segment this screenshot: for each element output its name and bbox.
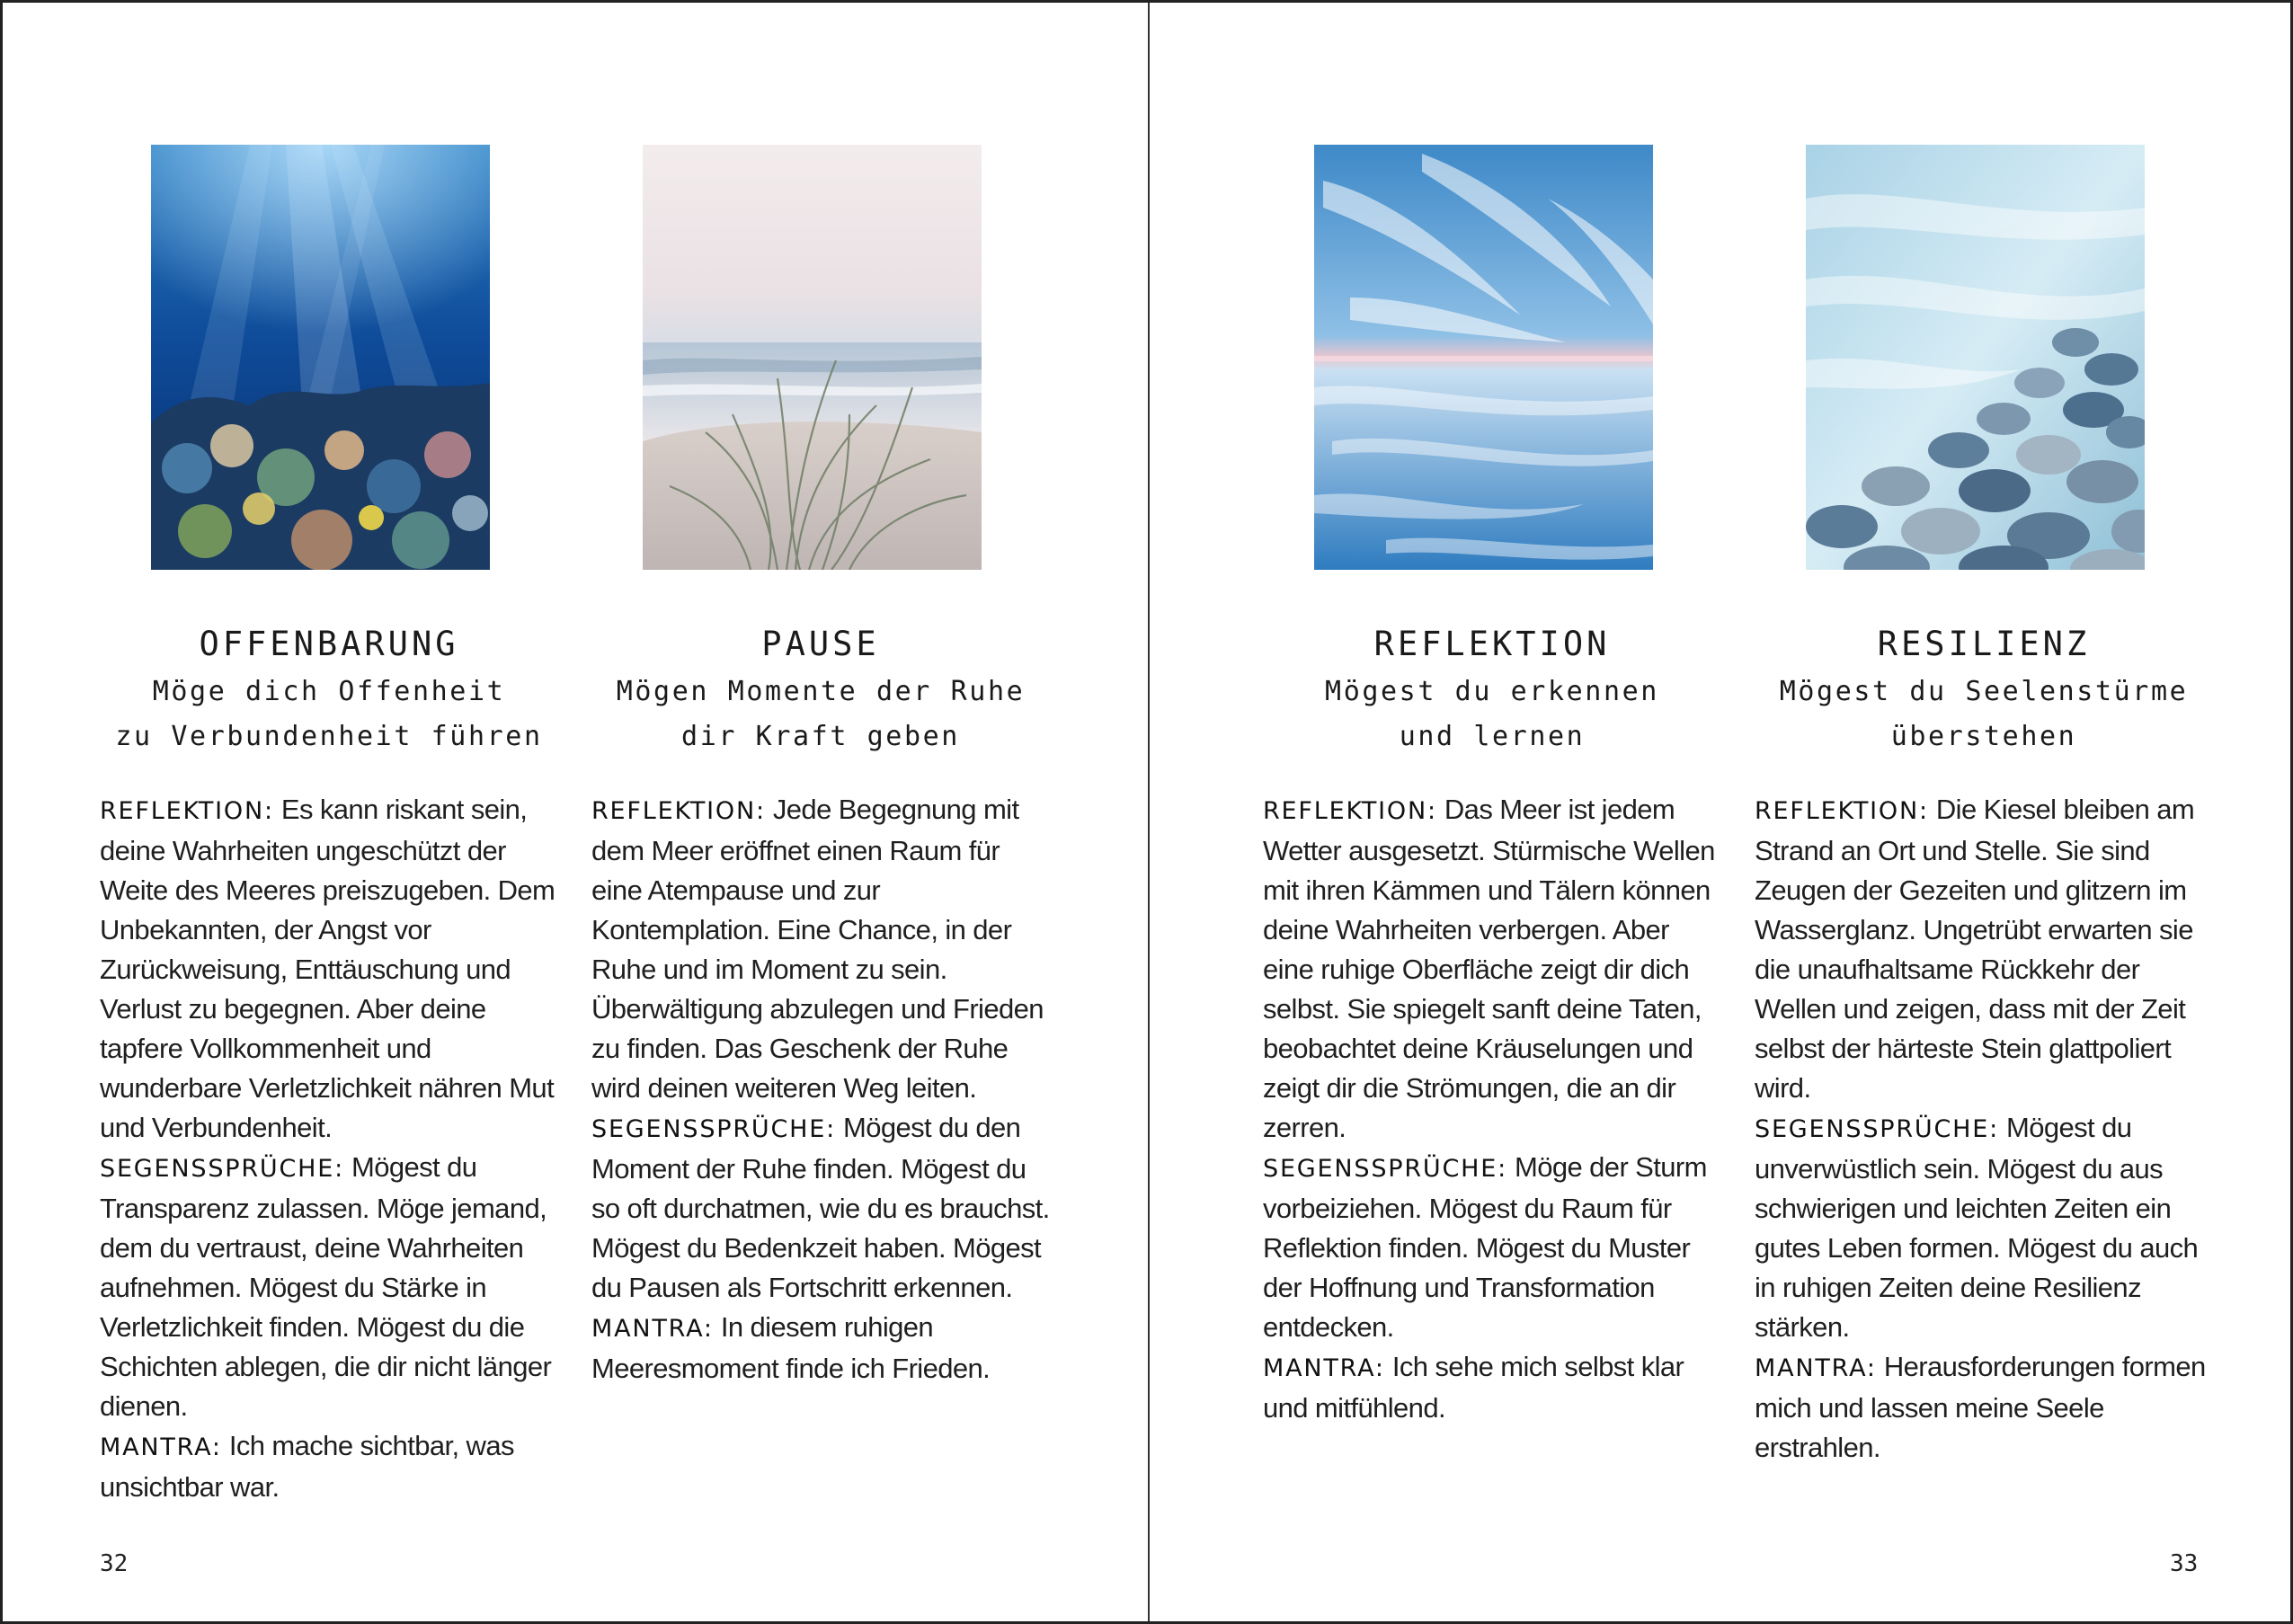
card-subtitle-line2: und lernen — [1399, 721, 1586, 752]
segen-text: Möge der Sturm vorbeiziehen. Mögest du Raum für Reflektion finden. Mögest du Muster der Hoffnung und Transformation entdecken. — [1263, 1151, 1707, 1343]
card-title: PAUSE — [761, 625, 880, 663]
card-heading — [591, 619, 1050, 759]
segen-label: SEGENSSPRÜCHE: — [100, 1155, 344, 1183]
card-title: RESILIENZ — [1877, 625, 2091, 663]
sky-reflection-water-photo — [1314, 145, 1653, 570]
beach-dune-grass-photo — [643, 145, 982, 570]
card-title: REFLEKTION — [1373, 625, 1611, 663]
mantra-paragraph — [591, 1308, 1050, 1389]
reflektion-text: Das Meer ist jedem Wetter ausgesetzt. Stürmische Wellen mit ihren Kämmen und Tälern können deine Wahrheiten verbergen. Aber eine ruhige Oberfläche zeigt dir dich selbst. Sie spiegelt sanft deine Taten, beobachtet deine Kräuselungen und zeigt dir die Strömungen, die an dir zerren. — [1263, 794, 1715, 1143]
card-subtitle-line1: Möge dich Offenheit — [152, 676, 506, 707]
mantra-label: MANTRA: — [1755, 1354, 1877, 1382]
card-subtitle-line2: zu Verbundenheit führen — [115, 721, 543, 752]
card-subtitle-line1: Mögest du Seelenstürme — [1779, 676, 2189, 707]
mantra-paragraph — [1755, 1347, 2213, 1468]
underwater-coral-reef-photo — [151, 145, 490, 570]
page-number-left: 32 — [100, 1550, 129, 1577]
left-page — [3, 3, 1148, 1621]
segen-paragraph — [100, 1148, 558, 1426]
mantra-text: Herausforderungen formen mich und lassen meine Seele erstrahlen. — [1755, 1351, 2206, 1463]
reflektion-paragraph — [591, 790, 1050, 1108]
reflektion-paragraph — [100, 790, 558, 1148]
reflektion-paragraph — [1263, 790, 1721, 1148]
reflektion-label: REFLEKTION: — [591, 797, 766, 825]
reflektion-text: Die Kiesel bleiben am Strand an Ort und Stelle. Sie sind Zeugen der Gezeiten und glitzern im Wasserglanz. Ungetrübt erwarten sie die unaufhaltsame Rückkehr der Wellen und zeigen, dass mit der Zeit selbst der härteste Stein glattpoliert wird. — [1755, 794, 2195, 1104]
segen-text: Mögest du den Moment der Ruhe finden. Mögest du so oft durchatmen, wie du es brauchst. Mögest du Bedenkzeit haben. Mögest du Pausen als Fortschritt erkennen. — [591, 1112, 1050, 1303]
segen-text: Mögest du unverwüstlich sein. Mögest du aus schwierigen und leichten Zeiten ein gutes Leben formen. Mögest du auch in ruhigen Zeiten deine Resilienz stärken. — [1755, 1112, 2199, 1343]
segen-paragraph — [1263, 1148, 1721, 1347]
mantra-text: In diesem ruhigen Meeresmoment finde ich Frieden. — [591, 1311, 991, 1384]
card-subtitle-line1: Mögen Momente der Ruhe — [616, 676, 1026, 707]
page-number-right: 33 — [2170, 1550, 2199, 1577]
mantra-text: Ich mache sichtbar, was unsichtbar war. — [100, 1430, 514, 1503]
segen-label: SEGENSSPRÜCHE: — [1263, 1155, 1507, 1183]
card-body — [591, 790, 1050, 1389]
mantra-label: MANTRA: — [100, 1433, 222, 1461]
segen-label: SEGENSSPRÜCHE: — [1755, 1115, 1999, 1143]
card-subtitle-line2: dir Kraft geben — [681, 721, 960, 752]
reflektion-text: Jede Begegnung mit dem Meer eröffnet einen Raum für eine Atempause und zur Kontemplation. Eine Chance, in der Ruhe und im Moment zu sein. Überwältigung abzulegen und Frieden zu finden. Das Geschenk der Ruhe wird deinen weiteren Weg leiten. — [591, 794, 1044, 1104]
segen-paragraph — [591, 1108, 1050, 1308]
reflektion-paragraph — [1755, 790, 2213, 1108]
mantra-label: MANTRA: — [1263, 1354, 1385, 1382]
right-page — [1150, 3, 2293, 1621]
reflektion-label: REFLEKTION: — [1263, 797, 1437, 825]
mantra-paragraph — [100, 1426, 558, 1507]
reflektion-label: REFLEKTION: — [100, 797, 274, 825]
segen-text: Mögest du Transparenz zulassen. Möge jemand, dem du vertraust, deine Wahrheiten aufnehmen. Mögest du Stärke in Verletzlichkeit finden. Mögest du die Schichten ablegen, die dir nicht länger dienen. — [100, 1151, 552, 1422]
card-subtitle-line1: Mögest du erkennen — [1325, 676, 1659, 707]
card-heading — [1755, 619, 2213, 759]
mantra-text: Ich sehe mich selbst klar und mitfühlend. — [1263, 1351, 1684, 1424]
mantra-label: MANTRA: — [591, 1315, 714, 1343]
card-body — [1755, 790, 2213, 1468]
card-title: OFFENBARUNG — [199, 625, 459, 663]
segen-paragraph — [1755, 1108, 2213, 1347]
card-heading — [1263, 619, 1721, 759]
reflektion-text: Es kann riskant sein, deine Wahrheiten ungeschützt der Weite des Meeres preiszugeben. Dem Unbekannten, der Angst vor Zurückweisung, Enttäuschung und Verlust zu begegnen. Aber deine tapfere Vollkommenheit und wunderbare Verletzlichkeit nähren Mut und Verbundenheit. — [100, 794, 555, 1143]
card-body — [100, 790, 558, 1507]
card-body — [1263, 790, 1721, 1428]
card-heading — [100, 619, 558, 759]
pebbles-misty-surf-photo — [1806, 145, 2145, 570]
reflektion-label: REFLEKTION: — [1755, 797, 1929, 825]
card-subtitle-line2: überstehen — [1890, 721, 2077, 752]
segen-label: SEGENSSPRÜCHE: — [591, 1115, 836, 1143]
mantra-paragraph — [1263, 1347, 1721, 1428]
